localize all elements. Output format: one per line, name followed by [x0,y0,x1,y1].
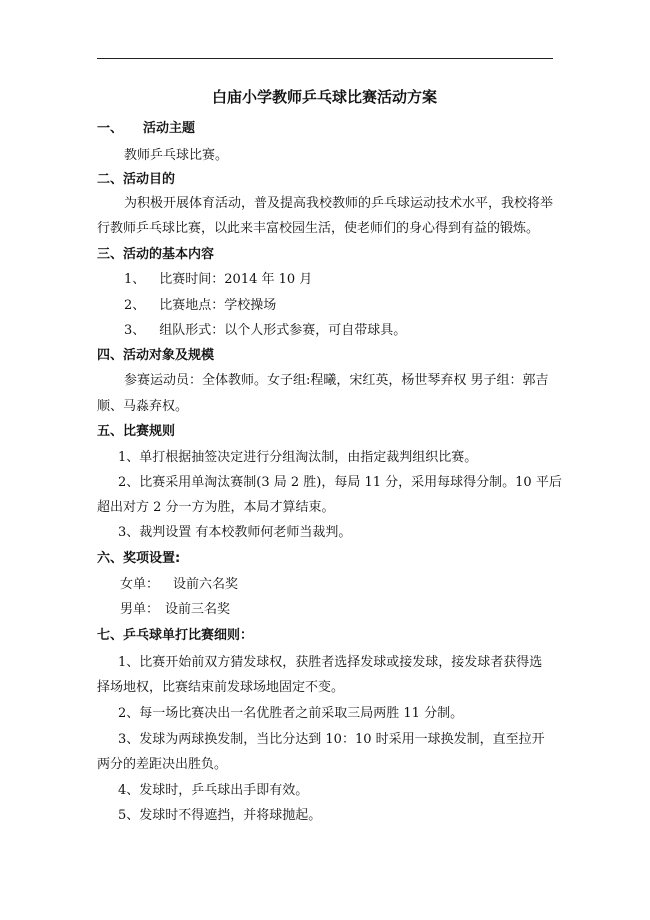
section-3-item-3 [124,323,406,339]
section-7-rule-5: 5、发球时不得遮挡，并将球抛起。 [118,808,322,823]
section-2-heading: 二、活动目的 [97,172,176,187]
section-5-heading: 五、比赛规则 [97,424,176,439]
section-7-rule-2: 2、每一场比赛决出一名优胜者之前采取三局两胜 11 分制。 [118,706,464,721]
section-1-body: 教师乒乓球比赛。 [124,148,229,163]
award-women-text: 设前六名奖 [173,577,239,592]
section-5-rule-2-line1: 2、比赛采用单淘汰赛制(3 局 2 胜)，每局 11 分，采用每球得分制。10 平后 [118,475,562,490]
section-7-rule-1-line2: 择场地权，比赛结束前发球场地固定不变。 [97,680,345,695]
award-women-label: 女单： [120,577,160,592]
item-text: 比赛地点：学校操场 [159,298,277,313]
header-rule [97,58,553,59]
section-4-line2: 顺、马淼弃权。 [97,399,189,414]
section-5-rule-2-line2: 超出对方 2 分一方为胜，本局才算结束。 [97,500,335,515]
award-men [120,602,230,618]
section-4-heading: 四、活动对象及规模 [97,348,215,363]
section-2-line1: 为积极开展体育活动，普及提高我校教师的乒乓球运动技术水平，我校将举 [124,196,554,211]
section-3-item-1 [124,272,312,288]
award-men-label: 男单： [120,602,160,617]
section-7-heading: 七、乒乓球单打比赛细则： [97,628,254,643]
page-title: 白庙小学教师乒乓球比赛活动方案 [212,88,438,106]
section-7-rule-3-line1: 3、发球为两球换发制，当比分达到 10：10 时采用一球换发制，直至拉开 [118,732,545,747]
section-4-line1: 参赛运动员：全体教师。女子组:程曦，宋红英，杨世琴弃权 男子组：郭吉 [124,373,549,388]
award-women [120,577,238,593]
section-6-heading: 六、奖项设置: [97,551,181,566]
section-3-item-2 [124,298,276,314]
section-5-rule-3: 3、裁判设置 有本校教师何老师当裁判。 [118,525,352,540]
section-1-title: 活动主题 [143,121,196,136]
section-1-heading [97,121,195,137]
award-men-text: 设前三名奖 [165,602,231,617]
section-2-line2: 行教师乒乓球比赛，以此来丰富校园生活，使老师们的身心得到有益的锻炼。 [97,221,540,236]
item-number: 1、 [124,272,146,287]
section-5-rule-1: 1、单打根据抽签决定进行分组淘汰制，由指定裁判组织比赛。 [118,450,478,465]
section-1-number: 一、 [97,121,124,136]
section-7-rule-1-line1: 1、比赛开始前双方猜发球权，获胜者选择发球或接发球，接发球者获得选 [118,655,543,670]
item-number: 3、 [124,323,146,338]
section-3-heading: 三、活动的基本内容 [97,247,215,262]
item-text: 比赛时间：2014 年 10 月 [159,272,313,287]
item-text: 组队形式：以个人形式参赛，可自带球具。 [159,323,407,338]
section-7-rule-4: 4、发球时，乒乓球出手即有效。 [118,783,309,798]
item-number: 2、 [124,298,146,313]
section-7-rule-3-line2: 两分的差距决出胜负。 [97,757,228,772]
